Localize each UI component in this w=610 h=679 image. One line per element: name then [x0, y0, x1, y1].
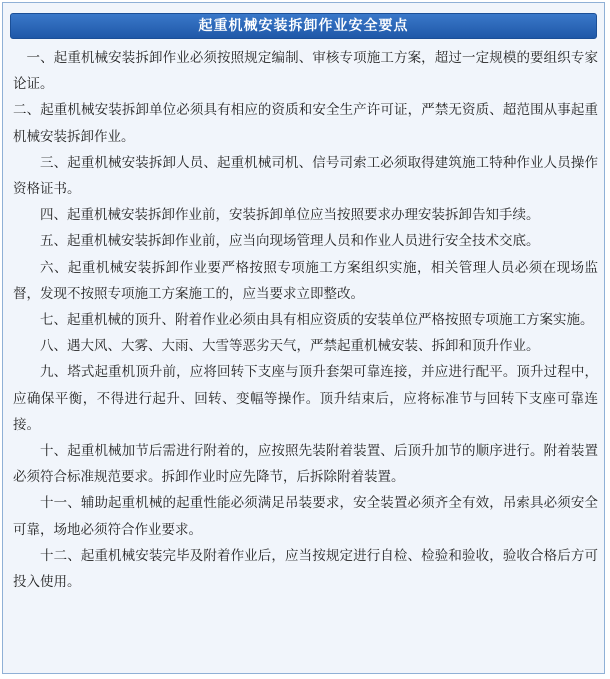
article-body [13, 45, 598, 595]
page-title: 起重机械安装拆卸作业安全要点 [10, 13, 597, 39]
paragraph-10: 十、起重机械加节后需进行附着的，应按照先装附着装置、后顶升加节的顺序进行。附着装置必须符合标准规范要求。拆卸作业时应先降节，后拆除附着装置。 [13, 443, 598, 486]
paragraph-1: 一、起重机械安装拆卸作业必须按照规定编制、审核专项施工方案，超过一定规模的要组织专家论证。 [13, 50, 598, 93]
paragraph-3: 三、起重机械安装拆卸人员、起重机械司机、信号司索工必须取得建筑施工特种作业人员操作资格证书。 [13, 154, 598, 198]
paragraph-6: 六、起重机械安装拆卸作业要严格按照专项施工方案组织实施，相关管理人员必须在现场监督，发现不按照专项施工方案施工的，应当要求立即整改。 [13, 259, 598, 302]
paragraph-5: 五、起重机械安装拆卸作业前，应当向现场管理人员和作业人员进行安全技术交底。 [40, 233, 540, 250]
paragraph-8: 八、遇大风、大雾、大雨、大雪等恶劣天气，严禁起重机械安装、拆卸和顶升作业。 [40, 338, 540, 355]
paragraph-12: 十二、起重机械安装完毕及附着作业后，应当按规定进行自检、检验和验收，验收合格后方可投入使用。 [13, 547, 598, 591]
content-panel [2, 2, 605, 674]
paragraph-2: 二、起重机械安装拆卸单位必须具有相应的资质和安全生产许可证，严禁无资质、超范围从事起重机械安装拆卸作业。 [13, 102, 598, 145]
paragraph-11: 十一、辅助起重机械的起重性能必须满足吊装要求，安全装置必须齐全有效，吊索具必须安全可靠，场地必须符合作业要求。 [13, 495, 598, 538]
paragraph-7: 七、起重机械的顶升、附着作业必须由具有相应资质的安装单位严格按照专项施工方案实施。 [40, 312, 594, 329]
paragraph-9: 九、塔式起重机顶升前，应将回转下支座与顶升套架可靠连接，并应进行配平。顶升过程中，应确保平衡，不得进行起升、回转、变幅等操作。顶升结束后，应将标准节与回转下支座可靠连接。 [13, 364, 598, 433]
paragraph-4: 四、起重机械安装拆卸作业前，安装拆卸单位应当按照要求办理安装拆卸告知手续。 [40, 207, 540, 224]
